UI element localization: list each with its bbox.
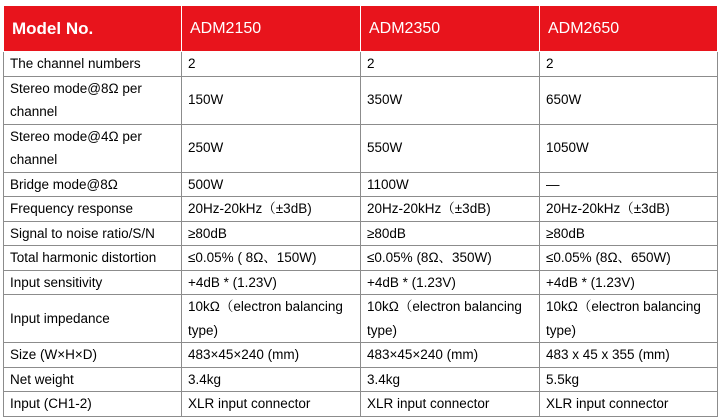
header-cell-adm2650: ADM2650 (540, 6, 718, 52)
table-cell: 1100W (361, 172, 540, 197)
header-cell-model-no: Model No. (4, 6, 182, 52)
table-cell: 2 (361, 52, 540, 77)
table-cell: 2 (540, 52, 718, 77)
spec-table (3, 5, 718, 417)
table-cell: 20Hz-20kHz（±3dB) (540, 197, 718, 222)
table-cell: XLR input connector (182, 392, 361, 417)
table-cell: 483 x 45 x 355 (mm) (540, 343, 718, 368)
spec-table-header (4, 6, 718, 52)
row-label: Net weight (4, 367, 182, 392)
table-row (4, 343, 718, 368)
row-label: Total harmonic distortion (4, 246, 182, 271)
header-cell-adm2350: ADM2350 (361, 6, 540, 52)
table-cell: ≤0.05% (8Ω、650W) (540, 246, 718, 271)
table-row (4, 367, 718, 392)
table-cell: 5.5kg (540, 367, 718, 392)
table-cell: +4dB * (1.23V) (540, 270, 718, 295)
header-row (4, 6, 718, 52)
table-cell: 20Hz-20kHz（±3dB) (361, 197, 540, 222)
table-row (4, 270, 718, 295)
table-row (4, 246, 718, 271)
table-cell: 483×45×240 (mm) (361, 343, 540, 368)
table-cell: 150W (182, 76, 361, 124)
table-cell: — (540, 172, 718, 197)
row-label: Bridge mode@8Ω (4, 172, 182, 197)
table-cell: 10kΩ（electron balancing type) (361, 295, 540, 343)
row-label: Size (W×H×D) (4, 343, 182, 368)
table-row (4, 295, 718, 343)
table-row (4, 124, 718, 172)
table-cell: ≥80dB (540, 221, 718, 246)
table-row (4, 221, 718, 246)
table-row (4, 172, 718, 197)
table-cell: 20Hz-20kHz（±3dB) (182, 197, 361, 222)
table-cell: 1050W (540, 124, 718, 172)
table-row (4, 52, 718, 77)
table-cell: ≤0.05% (8Ω、350W) (361, 246, 540, 271)
row-label: Input (CH1-2) (4, 392, 182, 417)
table-cell: 10kΩ（electron balancing type) (540, 295, 718, 343)
table-cell: 2 (182, 52, 361, 77)
table-cell: ≥80dB (361, 221, 540, 246)
table-row (4, 392, 718, 417)
row-label: Stereo mode@4Ω per channel (4, 124, 182, 172)
row-label: Signal to noise ratio/S/N (4, 221, 182, 246)
row-label: Input impedance (4, 295, 182, 343)
table-row (4, 76, 718, 124)
table-cell: XLR input connector (540, 392, 718, 417)
row-label: The channel numbers (4, 52, 182, 77)
table-row (4, 197, 718, 222)
header-cell-adm2150: ADM2150 (182, 6, 361, 52)
table-cell: 550W (361, 124, 540, 172)
table-cell: 3.4kg (182, 367, 361, 392)
row-label: Stereo mode@8Ω per channel (4, 76, 182, 124)
table-cell: ≥80dB (182, 221, 361, 246)
table-cell: 10kΩ（electron balancing type) (182, 295, 361, 343)
table-cell: 250W (182, 124, 361, 172)
table-cell: 500W (182, 172, 361, 197)
table-cell: XLR input connector (361, 392, 540, 417)
spec-table-body (4, 52, 718, 417)
table-cell: +4dB * (1.23V) (361, 270, 540, 295)
table-cell: +4dB * (1.23V) (182, 270, 361, 295)
row-label: Frequency response (4, 197, 182, 222)
table-cell: 650W (540, 76, 718, 124)
table-cell: 483×45×240 (mm) (182, 343, 361, 368)
row-label: Input sensitivity (4, 270, 182, 295)
table-cell: 3.4kg (361, 367, 540, 392)
table-cell: ≤0.05% ( 8Ω、150W) (182, 246, 361, 271)
table-cell: 350W (361, 76, 540, 124)
